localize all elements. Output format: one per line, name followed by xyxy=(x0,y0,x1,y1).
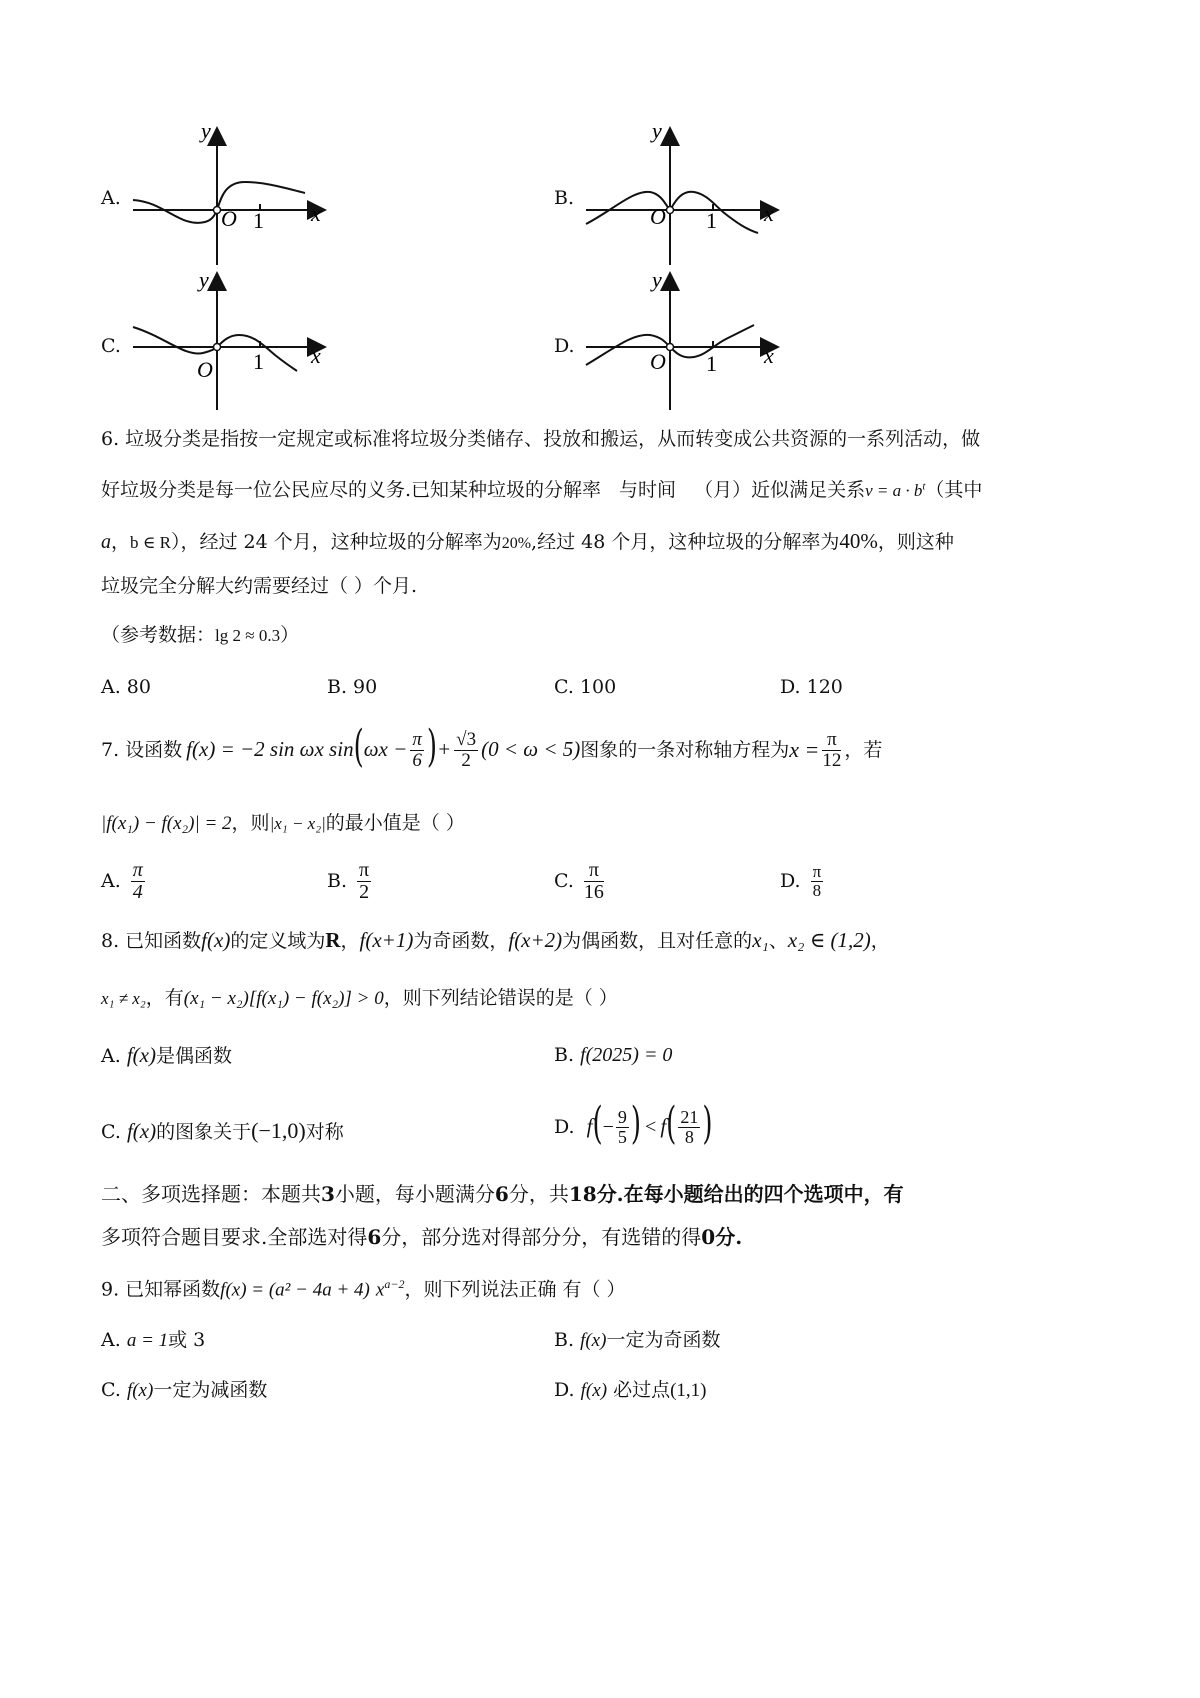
q8-option-c[interactable]: C. f(x)的图象关于(−1,0)对称 xyxy=(101,1118,344,1143)
q5d-origin-label: O xyxy=(650,349,666,374)
q9-option-c[interactable]: C. f(x)一定为减函数 xyxy=(101,1379,268,1401)
q6-line3: a，b ∈ R），经过 24 个月，这种垃圾的分解率为20%,经过 48 个月，这种垃圾的分解率为40%，则这种 xyxy=(101,529,954,553)
q6-option-a[interactable]: A. 80 xyxy=(101,676,151,698)
q5d-one-label: 1 xyxy=(706,351,717,376)
q8-option-a[interactable]: A. f(x)是偶函数 xyxy=(101,1043,232,1067)
q6-formula: $v = a \cdot b^t$ xyxy=(865,480,926,500)
q5a-x-label: x xyxy=(311,201,321,226)
q7-option-d[interactable]: D. $\frac{\pi}{8}$ xyxy=(780,861,822,900)
q8-line1: 8. 已知函数f(x)的定义域为R，f(x+1)为奇函数，f(x+2)为偶函数，且对任意的x₁、x₂ ∈ (1,2)， xyxy=(101,928,890,952)
q5c-one-label: 1 xyxy=(253,349,264,374)
q5-option-b-label[interactable]: B. xyxy=(554,187,575,209)
q7-line2: |f(x₁) − f(x₂)| = 2，则|x₁ − x₂|的最小值是（ ） xyxy=(101,812,465,834)
q5-graph-c xyxy=(125,265,340,415)
q8-line2: x₁ ≠ x₂，有(x₁ − x₂)[f(x₁) − f(x₂)] > 0，则下列结论错误的是（ ） xyxy=(101,987,618,1009)
q5c-y-label: y xyxy=(199,267,209,292)
q7-option-a[interactable]: A. $\frac{\pi}{4}$ xyxy=(101,858,143,903)
q5d-x-label: x xyxy=(764,343,774,368)
q6-reference-data: （参考数据：lg 2 ≈ 0.3） xyxy=(101,624,300,646)
q6-line1: 6. 垃圾分类是指按一定规定或标准将垃圾分类储存、投放和搬运，从而转变成公共资源的一系列活动，做 xyxy=(101,428,981,450)
q5c-x-label: x xyxy=(311,343,321,368)
q5-graph-a xyxy=(125,120,340,270)
q5b-one-label: 1 xyxy=(706,208,717,233)
q9-option-d[interactable]: D. f(x) 必过点(1,1) xyxy=(554,1379,707,1401)
q6-line4: 垃圾完全分解大约需要经过（ ）个月. xyxy=(101,575,418,597)
q5b-origin-label: O xyxy=(650,204,666,229)
q8-option-d[interactable]: D. f ( − $\frac{9}{5}$ ) < f ( $\frac{21}{8}$ ) xyxy=(554,1099,713,1151)
q5a-one-label: 1 xyxy=(253,208,264,233)
q5c-origin-label: O xyxy=(197,357,213,382)
q6-option-d[interactable]: D. 120 xyxy=(780,676,843,698)
q9-stem: 9. 已知幂函数f(x) = (a² − 4a + 4) $x^{a-2}$，则下列说法正确 有（ ） xyxy=(101,1277,626,1301)
section2-heading-line1: 二、多项选择题：本题共3小题，每小题满分6分，共18分.在每小题给出的四个选项中，有 xyxy=(101,1182,904,1206)
q8-option-b[interactable]: B. f(2025) = 0 xyxy=(554,1044,673,1066)
q5b-x-label: x xyxy=(764,201,774,226)
q7-option-b[interactable]: B. $\frac{\pi}{2}$ xyxy=(327,858,370,903)
q9-option-b[interactable]: B. f(x)一定为奇函数 xyxy=(554,1329,721,1351)
q7-option-c[interactable]: C. $\frac{\pi}{16}$ xyxy=(554,858,604,903)
q5-graph-d xyxy=(578,265,793,415)
q5a-y-label: y xyxy=(201,120,211,143)
q5a-origin-label: O xyxy=(221,206,237,231)
q5b-y-label: y xyxy=(652,120,662,143)
q6-option-c[interactable]: C. 100 xyxy=(554,676,617,698)
q9-option-a[interactable]: A. a = 1或 3 xyxy=(101,1329,206,1351)
q6-line2: 好垃圾分类是每一位公民应尽的义务.已知某种垃圾的分解率 与时间 （月）近似满足关系$v = a \cdot b^t$（其中 xyxy=(101,479,983,501)
q5d-y-label: y xyxy=(652,267,662,292)
q5-option-c-label[interactable]: C. xyxy=(101,335,121,357)
q5-option-a-label[interactable]: A. xyxy=(101,187,121,209)
section2-heading-line2: 多项符合题目要求.全部选对得6分，部分选对得部分分，有选错的得0分. xyxy=(101,1225,743,1249)
q5-graph-b xyxy=(578,120,793,270)
q6-option-b[interactable]: B. 90 xyxy=(327,676,378,698)
q5-option-d-label[interactable]: D. xyxy=(554,335,575,357)
q7-line1: 7. 设函数 f(x) = −2 sin ωx sin ( ωx − $\frac{\pi}{6}$ ) + $\frac{√3}{2}$ (0 < ω < 5) 图象的一条对称轴方程为 x = $\frac{\pi}{12}$ ，若 xyxy=(101,722,883,774)
